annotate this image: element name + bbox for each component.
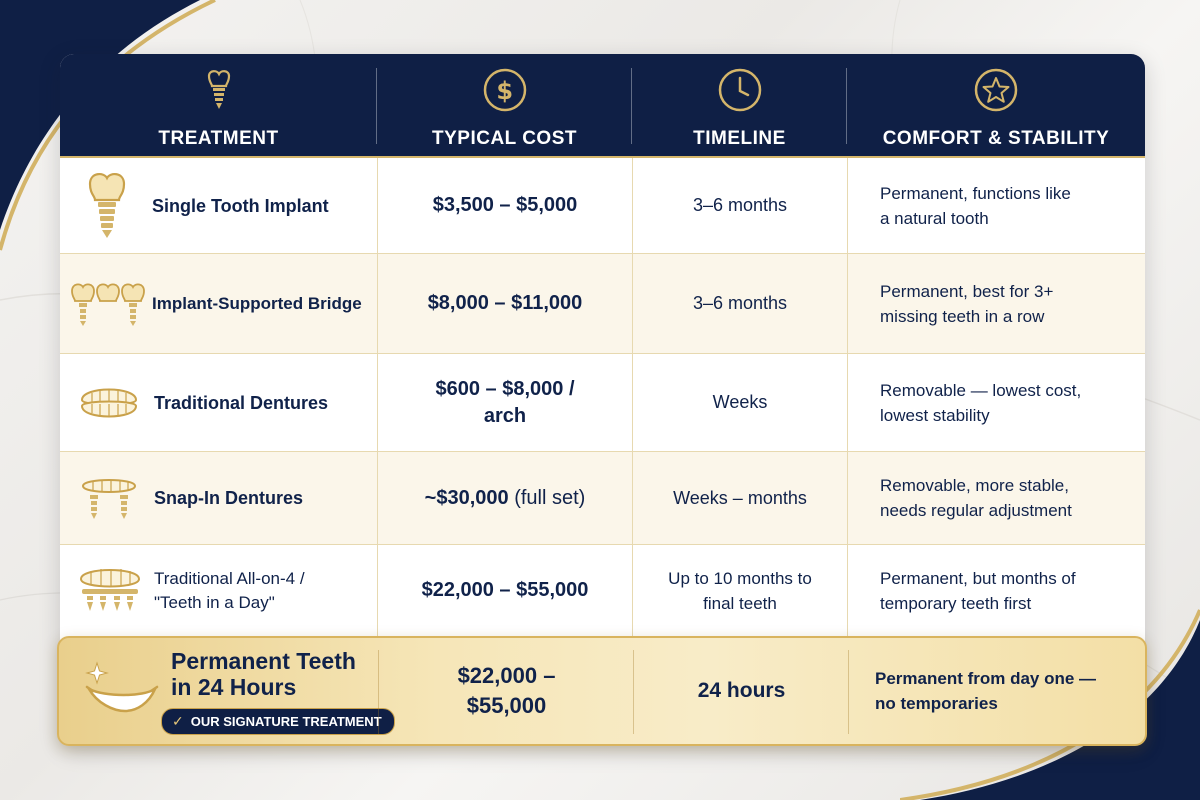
header-label: TYPICAL COST	[432, 128, 577, 149]
cost-cell	[377, 545, 632, 636]
header-comfort	[847, 54, 1145, 156]
signature-cost-cell	[379, 638, 634, 744]
table-row	[60, 451, 1145, 544]
comfort-line: lowest stability	[880, 405, 990, 425]
treatment-cell	[60, 158, 377, 253]
comfort-cell	[847, 158, 1145, 253]
signature-comfort-line: Permanent from day one —	[875, 669, 1097, 688]
treatment-name-line: Traditional All-on-4 /	[154, 568, 305, 588]
cost-value: $3,500 – $5,000	[432, 194, 578, 216]
table-row	[60, 253, 1145, 353]
timeline-cell	[632, 354, 847, 451]
timeline-line: Up to 10 months to	[668, 568, 812, 588]
comfort-line: Removable — lowest cost,	[880, 380, 1082, 400]
clock-icon	[716, 66, 764, 114]
cost-cell	[377, 254, 632, 353]
bridge-implant-icon	[70, 281, 146, 327]
comfort-cell	[847, 254, 1145, 353]
timeline-cell	[632, 254, 847, 353]
star-badge-icon	[972, 66, 1020, 114]
cost-line: arch	[483, 404, 527, 427]
treatment-name-line: "Teeth in a Day"	[154, 592, 275, 612]
dollar-coin-icon	[481, 66, 529, 114]
table-row	[60, 544, 1145, 636]
treatment-name: Snap-In Dentures	[154, 488, 304, 508]
timeline-value: 3–6 months	[692, 195, 788, 215]
table-body	[60, 156, 1145, 636]
badge-label: OUR SIGNATURE TREATMENT	[190, 713, 382, 729]
signature-cost-line: $22,000 –	[457, 663, 556, 688]
cost-cell	[377, 452, 632, 544]
treatment-cell	[60, 545, 377, 636]
cost-value: ~$30,000	[424, 486, 509, 509]
comfort-cell	[847, 545, 1145, 636]
cost-value: $22,000 – $55,000	[421, 579, 589, 601]
table-row	[60, 156, 1145, 253]
header-label: TREATMENT	[158, 128, 279, 149]
comfort-line: needs regular adjustment	[880, 501, 1072, 520]
timeline-cell	[632, 545, 847, 636]
sparkle-smile-icon	[83, 659, 159, 723]
table-row	[60, 353, 1145, 451]
check-icon: ✓	[172, 712, 184, 729]
treatment-cell	[60, 254, 377, 353]
treatment-cell	[60, 452, 377, 544]
signature-cost-line: $55,000	[466, 693, 547, 718]
signature-timeline: 24 hours	[697, 679, 786, 702]
header-label: TIMELINE	[693, 128, 786, 149]
treatment-name: Traditional Dentures	[154, 392, 329, 413]
cost-value: $8,000 – $11,000	[427, 292, 583, 314]
snap-in-dentures-icon	[80, 474, 138, 522]
svg-text:$: $	[495, 77, 514, 105]
timeline-cell	[632, 158, 847, 253]
timeline-value: 3–6 months	[692, 293, 788, 313]
signature-title-line: Permanent Teeth	[171, 647, 356, 674]
treatment-name: Single Tooth Implant	[152, 195, 329, 216]
single-implant-icon	[72, 170, 142, 242]
cost-cell	[377, 354, 632, 451]
dentures-icon	[78, 380, 140, 426]
comfort-line: missing teeth in a row	[880, 306, 1045, 326]
signature-comfort-cell	[849, 638, 1145, 744]
cost-note: (full set)	[508, 486, 586, 509]
comfort-cell	[847, 354, 1145, 451]
all-on-4-icon	[78, 563, 142, 619]
timeline-line: final teeth	[703, 593, 777, 613]
signature-comfort-line: no temporaries	[875, 694, 998, 713]
header-timeline	[632, 54, 847, 156]
cost-cell	[377, 158, 632, 253]
comfort-cell	[847, 452, 1145, 544]
signature-badge	[161, 708, 395, 735]
timeline-value: Weeks – months	[673, 487, 807, 508]
timeline-value: Weeks	[712, 392, 768, 412]
comfort-line: Permanent, but months of	[880, 568, 1076, 588]
comfort-line: Permanent, best for 3+	[880, 281, 1054, 301]
signature-treatment-cell	[59, 638, 382, 744]
table-header	[60, 54, 1145, 156]
treatment-name: Implant-Supported Bridge	[152, 293, 362, 313]
cost-line: $600 – $8,000 /	[435, 377, 575, 400]
comfort-line: temporary teeth first	[880, 593, 1032, 613]
timeline-cell	[632, 452, 847, 544]
comfort-line: Removable, more stable,	[880, 476, 1069, 495]
header-cost	[377, 54, 632, 156]
comfort-line: Permanent, functions like	[880, 183, 1071, 203]
implant-icon	[195, 66, 243, 114]
treatment-cell	[60, 354, 377, 451]
comfort-line: a natural tooth	[880, 208, 989, 228]
signature-title-line: in 24 Hours	[171, 673, 297, 700]
signature-treatment-row	[57, 636, 1147, 746]
header-treatment	[60, 54, 377, 156]
signature-timeline-cell	[634, 638, 849, 744]
header-label: COMFORT & STABILITY	[882, 128, 1110, 149]
